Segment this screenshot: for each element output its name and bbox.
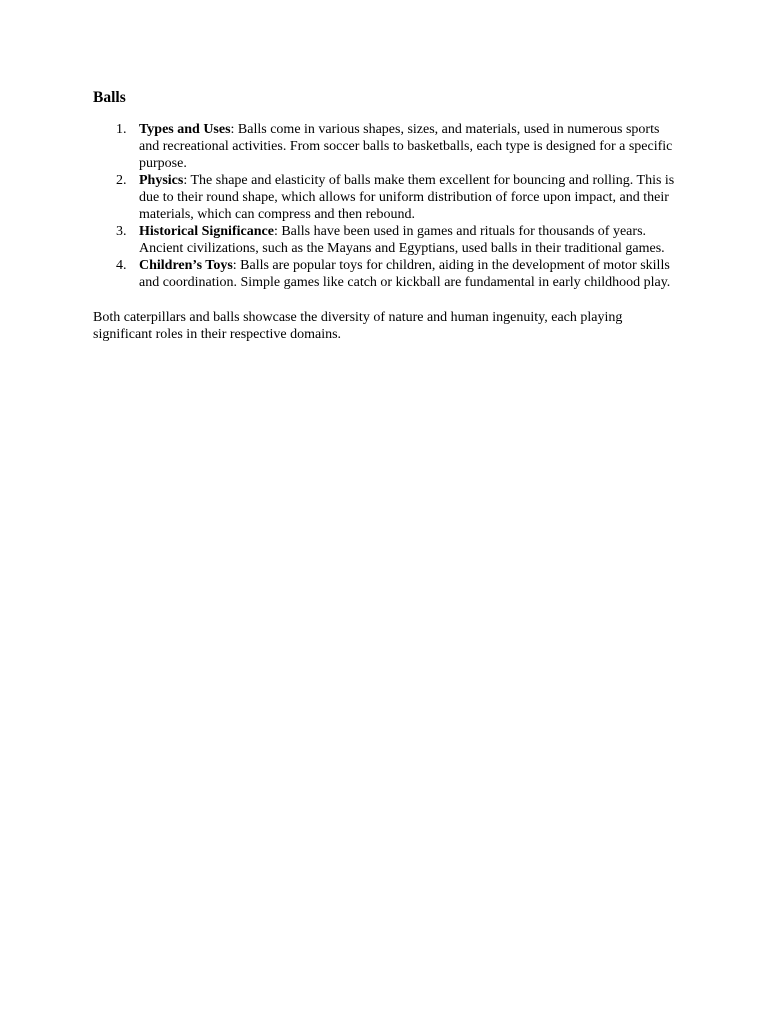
list-item xyxy=(93,121,683,172)
list-item-term: Children’s Toys xyxy=(139,258,233,273)
list-item-number: 4. xyxy=(116,258,127,273)
list-item-number: 1. xyxy=(116,122,127,137)
list-item xyxy=(93,223,683,257)
section-heading: Balls xyxy=(93,89,126,106)
closing-paragraph: Both caterpillars and balls showcase the diversity of nature and human ingenuity, each playing significant roles in their respective domains. xyxy=(93,310,623,342)
list-item-text: : Balls have been used in games and rituals for thousands of years. Ancient civilizations, such as the Mayans and Egyptians, used balls in their traditional games. xyxy=(139,224,665,256)
list-item-text: : The shape and elasticity of balls make them excellent for bouncing and rolling. This is due to their round shape, which allows for uniform distribution of force upon impact, and their materials, which can compress and then rebound. xyxy=(139,173,675,222)
list-item-text: : Balls come in various shapes, sizes, and materials, used in numerous sports and recreational activities. From soccer balls to basketballs, each type is designed for a specific purpose. xyxy=(139,122,673,171)
list-item xyxy=(93,257,683,291)
list-item-number: 2. xyxy=(116,173,127,188)
list-item-term: Types and Uses xyxy=(139,122,231,137)
list-item xyxy=(93,172,683,223)
list-item-term: Historical Significance xyxy=(139,224,274,239)
list-item-text: : Balls are popular toys for children, aiding in the development of motor skills and coordination. Simple games like catch or kickball are fundamental in early childhood play. xyxy=(139,258,671,290)
list-item-term: Physics xyxy=(139,173,184,188)
document-body xyxy=(93,88,683,343)
list-item-number: 3. xyxy=(116,224,127,239)
numbered-list xyxy=(93,121,683,291)
